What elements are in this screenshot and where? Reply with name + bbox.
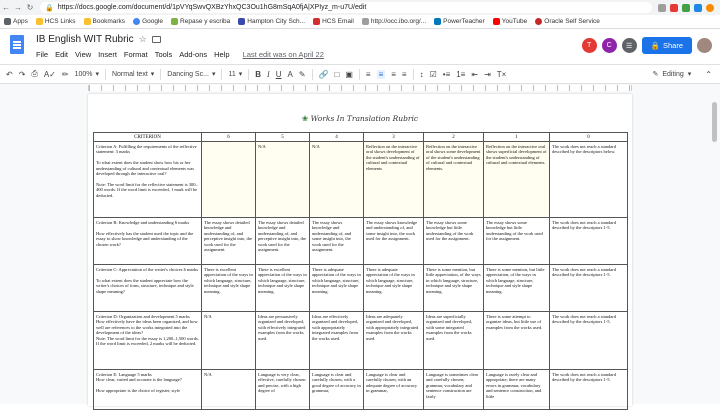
bookmark-repase[interactable]: Repase y escriba (171, 18, 230, 25)
comments-icon[interactable]: ☰ (622, 38, 637, 53)
scroll-thumb[interactable] (712, 102, 717, 142)
vertical-scrollbar[interactable] (712, 92, 717, 404)
chevron-down-icon: ▾ (150, 71, 155, 78)
table-cell: N/A (202, 370, 256, 410)
book-icon: ❀ (301, 114, 309, 123)
bookmark-hcs-links[interactable]: HCS Links (36, 18, 76, 25)
chevron-down-icon: ▾ (238, 71, 243, 78)
table-cell: The essay shows some knowledge but little understanding of the work used for the assignment. (424, 218, 484, 265)
table-cell (202, 142, 256, 218)
extension-red-icon[interactable] (670, 4, 678, 12)
menu-insert[interactable]: Insert (98, 50, 117, 59)
table-cell: Language is sometimes clear and carefully chosen; grammar, vocabulary and sentence construction are fairly (424, 370, 484, 410)
zoom-select[interactable]: 100% ▾ (74, 70, 99, 78)
table-cell: The work does not reach a standard described by the descriptors 1-5. (550, 265, 628, 312)
forward-icon[interactable]: → (14, 3, 22, 12)
document-title[interactable]: IB English WIT Rubric (36, 34, 134, 45)
header-5: 5 (256, 133, 310, 142)
table-cell: Ideas are superficially organized and developed, with some integrated examples from the works used. (424, 312, 484, 370)
align-right-icon[interactable]: ≡ (391, 69, 396, 79)
formatting-toolbar (0, 64, 720, 84)
browser-address-bar (0, 0, 720, 15)
lock-icon: 🔒 (45, 4, 54, 12)
collapse-icon[interactable]: ⌃ (705, 69, 712, 79)
star-bookmark-icon[interactable] (658, 4, 666, 12)
site-icon (238, 18, 245, 25)
header-4: 4 (310, 133, 364, 142)
account-avatar[interactable] (697, 38, 712, 53)
bookmark-hampton[interactable]: Hampton City Sch... (238, 18, 305, 25)
checklist-icon[interactable]: ☑ (429, 69, 437, 79)
profile-icon[interactable] (706, 4, 714, 12)
divider (312, 69, 313, 80)
italic-icon[interactable]: I (267, 69, 270, 79)
table-cell: There is excellent appreciation of the ways in which language, structure, technique and style shape meaning. (202, 265, 256, 312)
header-criterion: CRITERION (94, 133, 202, 142)
divider (221, 69, 222, 80)
pencil-icon: ✎ (652, 71, 659, 78)
bookmarks-bar (0, 15, 720, 29)
ruler (0, 84, 720, 92)
table-cell: Reflection on the interactive oral shows superficial development of the student's understanding of cultural and contextual elements. (484, 142, 550, 218)
table-cell: Reflection on the interactive oral shows development of the student's understanding of cultural and contextual elements (364, 142, 424, 218)
avatar-t[interactable]: T (582, 38, 597, 53)
table-cell: Language is very clear, effective, carefully chosen and precise, with a high degree of (256, 370, 310, 410)
editing-mode-select[interactable]: ✎ Editing ▾ (652, 70, 692, 78)
numbered-list-icon[interactable]: 1≡ (456, 69, 466, 79)
criterion-e: Criterion E: Language 5 marks How clear, varied and accurate is the language? How appropriate is the choice of register, style (94, 370, 202, 410)
table-cell: Ideas are effectively organized and developed, with appropriately integrated examples from the works used. (310, 312, 364, 370)
reload-icon[interactable]: ↻ (26, 3, 34, 12)
bookmark-youtube[interactable]: YouTube (493, 18, 528, 25)
print-icon[interactable]: ⎙ (31, 69, 38, 78)
docs-logo-icon[interactable] (10, 35, 24, 54)
star-icon[interactable]: ☆ (138, 34, 147, 44)
lock-icon: 🔒 (650, 41, 660, 50)
table-row (94, 142, 628, 218)
ruler-scale[interactable] (88, 85, 632, 91)
extension-blue-icon[interactable] (694, 4, 702, 12)
menu-view[interactable]: View (75, 50, 92, 59)
chevron-down-icon: ▾ (687, 71, 692, 78)
header-3: 3 (364, 133, 424, 142)
site-icon (362, 18, 369, 25)
clear-formatting-icon[interactable]: T× (496, 69, 507, 79)
text-color-icon[interactable]: A (287, 69, 293, 79)
folder-icon (36, 18, 43, 25)
table-cell: N/A (256, 142, 310, 218)
paint-format-icon[interactable]: ✏ (61, 69, 69, 79)
table-row (94, 265, 628, 312)
divider (359, 69, 360, 80)
bookmark-powerteacher[interactable]: PowerTeacher (434, 18, 485, 25)
folder-icon (84, 18, 91, 25)
header-0: 0 (550, 133, 628, 142)
increase-indent-icon[interactable]: ⇥ (484, 69, 491, 79)
divider (105, 69, 106, 80)
divider (160, 69, 161, 80)
menu-file[interactable]: File (36, 50, 49, 59)
font-size-select[interactable]: 11 ▾ (228, 70, 243, 78)
table-cell: Ideas are persuasively organized and developed, with effectively integrated examples from the works used. (256, 312, 310, 370)
bookmark-bookmarks[interactable]: Bookmarks (84, 18, 126, 25)
criterion-b: Criterion B: Knowledge and understanding 6 marks How effectively has the student used the topic and the essay to show knowledge and understanding of the chosen work? (94, 218, 202, 265)
font-select[interactable]: Dancing Sc... ▾ (167, 70, 216, 78)
table-cell: Language is clear and carefully chosen, with an adequate degree of accuracy in grammar, (364, 370, 424, 410)
divider (413, 69, 414, 80)
table-cell: Reflection on the interactive oral shows some development of the student's understanding of cultural and contextual elements. (424, 142, 484, 218)
align-left-icon[interactable]: ≡ (365, 69, 371, 79)
site-icon (535, 18, 542, 25)
table-cell: The work does not reach a standard described by the descriptors 1-5. (550, 312, 628, 370)
extension-green-icon[interactable] (682, 4, 690, 12)
underline-icon[interactable]: U (275, 69, 282, 79)
highlight-icon[interactable]: ✎ (298, 69, 306, 79)
docs-header (0, 29, 720, 64)
chevron-down-icon: ▾ (211, 71, 216, 78)
rubric-title: ❀ Works In Translation Rubric (301, 114, 419, 123)
google-icon (133, 18, 140, 25)
bookmark-google[interactable]: Google (133, 18, 163, 25)
email-icon (313, 18, 320, 25)
header-1: 1 (484, 133, 550, 142)
table-cell: The essay shows detailed knowledge and understanding of, and perceptive insight into, the work used for the assignment. (256, 218, 310, 265)
table-cell: N/A (202, 312, 256, 370)
url-text: https://docs.google.com/document/d/1pVYqSwvQXBzYhxQC3Ou1hG8mSqA0fjA|XPIyz_m-u7U/edit (57, 4, 367, 11)
menu-help[interactable]: Help (214, 50, 230, 59)
url-input[interactable] (40, 2, 652, 13)
menu-format[interactable]: Format (123, 50, 148, 59)
criterion-d: Criterion D: Organization and development 5 marks How effectively have the ideas been organized, and how well are references to the works integrated into the development of the ideas? Note: The word limit for the essay is 1,200–1,500 words. If the word limit is exceeded, 2 marks will be deducted. (94, 312, 202, 370)
bulleted-list-icon[interactable]: •≡ (442, 69, 451, 79)
last-edit-link[interactable]: Last edit was on April 22 (242, 50, 324, 59)
table-header-row (94, 133, 628, 142)
header-2: 2 (424, 133, 484, 142)
undo-icon[interactable]: ↶ (6, 69, 13, 79)
decrease-indent-icon[interactable]: ⇤ (471, 69, 479, 79)
table-cell: The essay shows knowledge and understanding of, and some insight into, the work used for the assignment. (364, 218, 424, 265)
table-cell: The work does not reach a standard described by the descriptors 1-5. (550, 370, 628, 410)
table-cell: There is adequate appreciation of the ways in which language, structure, technique and style shape meaning. (364, 265, 424, 312)
share-button[interactable]: 🔒 Share (642, 37, 692, 54)
chevron-down-icon: ▾ (95, 71, 99, 78)
table-cell: Language is clear and carefully chosen, with a good degree of accuracy in grammar, (310, 370, 364, 410)
menu-bar (36, 50, 324, 59)
table-cell: The work does not reach a standard described by the descriptors below. (550, 142, 628, 218)
bookmark-oracle[interactable]: Oracle Self Service (535, 18, 600, 25)
divider (248, 69, 249, 80)
justify-icon[interactable]: ≡ (401, 69, 407, 79)
table-cell: There is adequate appreciation of the ways in which language, structure, technique and style shape meaning. (310, 265, 364, 312)
link-icon[interactable]: 🔗 (318, 69, 329, 79)
document-canvas (0, 92, 720, 404)
avatar-c[interactable]: C (602, 38, 617, 53)
table-cell: The essay shows some knowledge but little understanding of the work used for the assignment. (484, 218, 550, 265)
table-cell: There is some mention, but little appreciation, of the ways in which language, structure, technique and style shape meaning. (424, 265, 484, 312)
table-row (94, 312, 628, 370)
bold-icon[interactable]: B (255, 69, 262, 79)
rubric-table (93, 132, 628, 410)
spellcheck-icon[interactable]: A✓ (43, 69, 56, 79)
table-cell: The essay shows knowledge and understanding of, and some insight into, the work used for the assignment. (310, 218, 364, 265)
table-cell: N/A (310, 142, 364, 218)
table-cell: There is some attempt to organize ideas, but little use of examples from the works used. (484, 312, 550, 370)
back-icon[interactable]: ← (2, 3, 10, 12)
site-icon (171, 18, 178, 25)
line-spacing-icon[interactable]: ↕ (419, 69, 424, 79)
table-cell: The essay shows detailed knowledge and understanding of, and perceptive insight into, the work used for the assignment. (202, 218, 256, 265)
table-cell: Ideas are adequately organized and developed, with appropriately integrated examples from the works used. (364, 312, 424, 370)
table-cell: There is excellent appreciation of the ways in which language, structure, technique and style shape meaning. (256, 265, 310, 312)
site-icon (434, 18, 441, 25)
criterion-c: Criterion C: Appreciation of the writer's choices 6 marks To what extent does the student appreciate how the writer's choices of form, structure, technique and style shape meaning? (94, 265, 202, 312)
folder-move-icon[interactable] (152, 36, 161, 43)
menu-edit[interactable]: Edit (55, 50, 69, 59)
menu-addons[interactable]: Add-ons (179, 50, 208, 59)
image-icon[interactable]: ▣ (345, 69, 353, 79)
table-cell: The work does not reach a standard described by the descriptors 1-5. (550, 218, 628, 265)
criterion-a: Criterion A: Fulfilling the requirements of the reflective statement: 3 marks To what extent does the student show how his or her understanding of cultural and contextual elements was developed through the interactive oral? Note: The word limit for the reflective statement is 300–400 words. If the word limit is exceeded, 1 mark will be deducted. (94, 142, 202, 218)
header-6: 6 (202, 133, 256, 142)
document-page[interactable] (88, 94, 632, 406)
bookmark-apps[interactable]: Apps (4, 18, 28, 25)
redo-icon[interactable]: ↷ (18, 69, 26, 79)
table-cell: Language is rarely clear and appropriate; there are many errors in grammar, vocabulary and sentence construction, and little (484, 370, 550, 410)
bookmark-hcs-email[interactable]: HCS Email (313, 18, 354, 25)
youtube-icon (493, 18, 500, 25)
table-row (94, 218, 628, 265)
apps-icon (4, 18, 11, 25)
menu-tools[interactable]: Tools (154, 50, 173, 59)
align-center-icon[interactable]: ≡ (378, 69, 384, 79)
table-cell: There is some mention, but little appreciation, of the ways in which language, structure, technique and style shape meaning. (484, 265, 550, 312)
bookmark-occ[interactable]: http://occ.ibo.org/... (362, 18, 426, 25)
style-select[interactable]: Normal text ▾ (111, 70, 155, 78)
comment-icon[interactable]: □ (334, 69, 340, 79)
